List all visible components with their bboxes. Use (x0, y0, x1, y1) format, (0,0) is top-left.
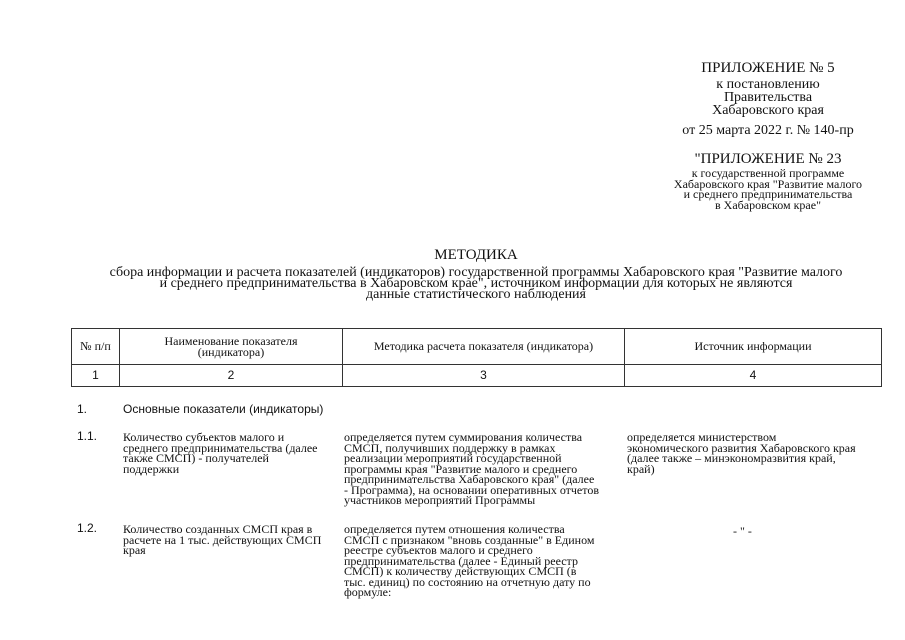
row-source-line: экономического развития Хабаровского края (627, 440, 856, 455)
row-method-line: предпринимательства (далее - Единый реестр (344, 553, 578, 568)
column-number-row (72, 365, 882, 387)
row-source-line: определяется министерством (627, 430, 777, 444)
method-title: МЕТОДИКА (434, 247, 518, 263)
row-method-line: определяется путем суммирования количества (344, 430, 583, 444)
header-method: Методика расчета показателя (индикатора) (343, 329, 625, 365)
appendix-quoted-line: в Хабаровском крае" (715, 197, 821, 212)
header-source: Источник информации (625, 329, 882, 365)
appendix-line-1: к постановлению (716, 77, 820, 92)
appendix-quoted-title: "ПРИЛОЖЕНИЕ № 23 (694, 151, 842, 167)
appendix-date: от 25 марта 2022 г. № 140-пр (682, 123, 854, 138)
row-name-line: края (123, 543, 146, 557)
section-name: Основные показатели (индикаторы) (123, 402, 324, 416)
row-method-line: участников мероприятий Программы (344, 493, 536, 507)
appendix-line-3: Хабаровского края (712, 103, 824, 118)
appendix-quoted-line: и среднего предпринимательства (683, 187, 853, 202)
appendix-block (650, 59, 886, 139)
appendix-line-2: Правительства (723, 90, 813, 105)
appendix-quoted-block (650, 150, 886, 210)
row-method-line: СМСП, получивших поддержку в рамках (344, 440, 556, 455)
header-name-line: Наименование показателя (164, 333, 298, 348)
header-num: № п/п (72, 329, 120, 365)
row-number: 1.1. (77, 429, 98, 443)
header-row (72, 329, 882, 365)
row-source-ditto: - " - (733, 524, 752, 538)
row-source (627, 432, 856, 474)
column-number: 3 (343, 365, 625, 387)
row-source-line: (далее также – минэкономразвития край, (627, 451, 836, 465)
column-number: 4 (625, 365, 882, 387)
column-number: 1 (72, 365, 120, 387)
row-name-line: также СМСП) - получателей (123, 451, 269, 465)
row-method-line: предпринимательства Хабаровского края" (далее (344, 472, 595, 486)
row-name-line: поддержки (123, 461, 180, 476)
row-method-line: тыс. единиц) по состоянию на отчетную дату по (344, 574, 591, 589)
appendix-quoted-line: Хабаровского края "Развитие малого (673, 176, 863, 191)
row-source-line: край) (627, 461, 655, 476)
row-method-line: формуле: (344, 585, 392, 599)
row-name (123, 432, 318, 474)
appendix-quoted-line: к государственной программе (691, 166, 845, 180)
header-name (120, 329, 343, 365)
method-subtitle-line: сбора информации и расчета показателей (индикаторов) государственной программы Хабаровского края "Развитие малого (109, 265, 843, 280)
method-subtitle-line: и среднего предпринимательства в Хабаровском крае", источником информации для которых не являются (159, 276, 793, 291)
row-method-line: СМСП с признаком "вновь созданные" в Едином (344, 532, 595, 547)
column-number: 2 (120, 365, 343, 387)
row-method (344, 524, 594, 598)
row-name (123, 524, 321, 556)
section-number: 1. (77, 402, 88, 416)
row-method-line: определяется путем отношения количества (344, 522, 565, 536)
row-method-line: реестре субъектов малого и среднего (344, 543, 533, 557)
row-name-line: среднего предпринимательства (далее (123, 440, 318, 455)
row-name-line: расчете на 1 тыс. действующих СМСП (123, 532, 322, 547)
row-method-line: программы края "Развитие малого и среднего (344, 461, 578, 476)
row-method (344, 432, 599, 506)
row-method-line: СМСП) к количеству действующих СМСП (в (344, 564, 577, 578)
row-method-line: - Программа), на основании оперативных отчетов (344, 482, 600, 497)
appendix-title: ПРИЛОЖЕНИЕ № 5 (701, 60, 835, 76)
row-name-line: Количество созданных СМСП края в (123, 522, 313, 536)
header-name-line: (индикатора) (197, 344, 265, 359)
table-header (71, 328, 882, 387)
row-number: 1.2. (77, 521, 98, 535)
method-subtitle (60, 267, 892, 300)
row-name-line: Количество субъектов малого и (123, 430, 285, 444)
row-method-line: реализации мероприятий государственной (344, 451, 562, 465)
method-subtitle-line: данные статистического наблюдения (365, 287, 586, 302)
